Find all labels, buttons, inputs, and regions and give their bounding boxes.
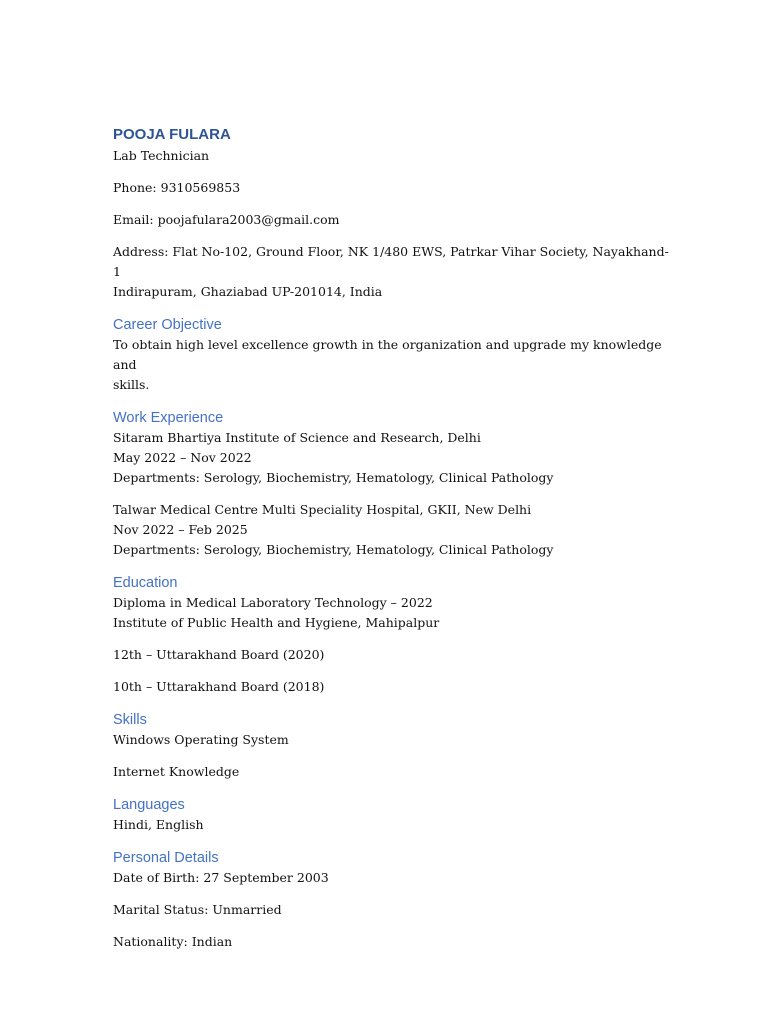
career-objective-line-1: To obtain high level excellence growth in the organization and upgrade my knowledge and <box>113 337 662 372</box>
candidate-name: POOJA FULARA <box>113 126 231 143</box>
education-diploma: Diploma in Medical Laboratory Technology – 2022 <box>113 595 433 610</box>
skills-heading: Skills <box>113 712 147 728</box>
work-experience-heading: Work Experience <box>113 410 224 426</box>
education-institute: Institute of Public Health and Hygiene, Mahipalpur <box>113 615 440 630</box>
skill-item: Internet Knowledge <box>113 764 240 779</box>
career-objective-line-2: skills. <box>113 377 150 392</box>
job-2-org: Talwar Medical Centre Multi Speciality Hospital, GKII, New Delhi <box>113 502 532 517</box>
address-line-1: Address: Flat No-102, Ground Floor, NK 1/480 EWS, Patrkar Vihar Society, Nayakhand-1 <box>113 244 669 279</box>
languages-text: Hindi, English <box>113 817 204 832</box>
email: Email: poojafulara2003@gmail.com <box>113 212 340 227</box>
languages-heading: Languages <box>113 797 185 813</box>
job-title: Lab Technician <box>113 148 210 163</box>
job-1-org: Sitaram Bhartiya Institute of Science and Research, Delhi <box>113 430 481 445</box>
education-10th: 10th – Uttarakhand Board (2018) <box>113 679 325 694</box>
job-2-dates: Nov 2022 – Feb 2025 <box>113 522 248 537</box>
marital-status: Marital Status: Unmarried <box>113 902 282 917</box>
resume-page <box>113 124 673 952</box>
job-1-dates: May 2022 – Nov 2022 <box>113 450 252 465</box>
career-objective-heading: Career Objective <box>113 317 222 333</box>
education-12th: 12th – Uttarakhand Board (2020) <box>113 647 325 662</box>
address-line-2: Indirapuram, Ghaziabad UP-201014, India <box>113 284 383 299</box>
skill-item: Windows Operating System <box>113 732 289 747</box>
job-1-departments: Departments: Serology, Biochemistry, Hematology, Clinical Pathology <box>113 470 554 485</box>
phone: Phone: 9310569853 <box>113 180 241 195</box>
job-2-departments: Departments: Serology, Biochemistry, Hematology, Clinical Pathology <box>113 542 554 557</box>
nationality: Nationality: Indian <box>113 934 233 949</box>
date-of-birth: Date of Birth: 27 September 2003 <box>113 870 329 885</box>
education-heading: Education <box>113 575 178 591</box>
personal-details-heading: Personal Details <box>113 850 219 866</box>
